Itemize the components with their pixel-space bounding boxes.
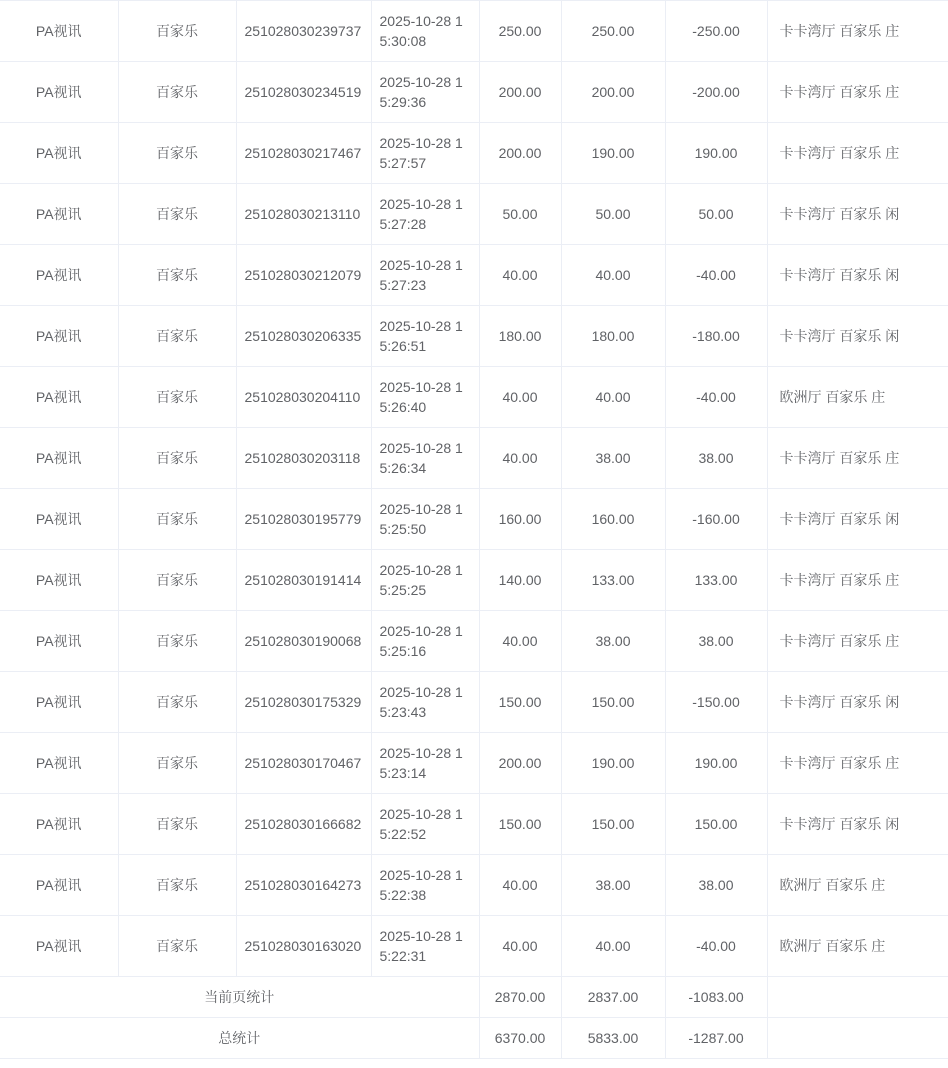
cell-detail: 欧洲厅 百家乐 庄: [767, 855, 948, 916]
cell-game: 百家乐: [118, 672, 236, 733]
cell-order-number: 251028030212079: [236, 245, 371, 306]
summary-bet-amount: 6370.00: [479, 1018, 561, 1059]
cell-win-loss: 150.00: [665, 794, 767, 855]
summary-win-loss: -1287.00: [665, 1018, 767, 1059]
cell-win-loss: -40.00: [665, 367, 767, 428]
table-body: [0, 1, 948, 1059]
summary-win-loss: -1083.00: [665, 977, 767, 1018]
cell-valid-bet: 40.00: [561, 916, 665, 977]
cell-platform: PA视讯: [0, 916, 118, 977]
cell-bet-amount: 50.00: [479, 184, 561, 245]
cell-game: 百家乐: [118, 306, 236, 367]
cell-valid-bet: 38.00: [561, 611, 665, 672]
cell-platform: PA视讯: [0, 184, 118, 245]
cell-bet-amount: 40.00: [479, 245, 561, 306]
cell-order-number: 251028030175329: [236, 672, 371, 733]
table-row[interactable]: [0, 489, 948, 550]
cell-order-number: 251028030213110: [236, 184, 371, 245]
cell-valid-bet: 133.00: [561, 550, 665, 611]
cell-game: 百家乐: [118, 245, 236, 306]
cell-time: 2025-10-28 15:26:40: [371, 367, 479, 428]
cell-valid-bet: 200.00: [561, 62, 665, 123]
cell-time: 2025-10-28 15:30:08: [371, 1, 479, 62]
cell-platform: PA视讯: [0, 733, 118, 794]
cell-time: 2025-10-28 15:25:16: [371, 611, 479, 672]
table-row[interactable]: [0, 916, 948, 977]
cell-time: 2025-10-28 15:22:38: [371, 855, 479, 916]
cell-valid-bet: 190.00: [561, 733, 665, 794]
cell-detail: 欧洲厅 百家乐 庄: [767, 367, 948, 428]
summary-label: 当前页统计: [0, 977, 479, 1018]
cell-bet-amount: 200.00: [479, 733, 561, 794]
cell-bet-amount: 40.00: [479, 367, 561, 428]
table-row[interactable]: [0, 1, 948, 62]
table-row[interactable]: [0, 184, 948, 245]
cell-win-loss: -180.00: [665, 306, 767, 367]
cell-detail: 卡卡湾厅 百家乐 闲: [767, 672, 948, 733]
cell-bet-amount: 140.00: [479, 550, 561, 611]
cell-valid-bet: 250.00: [561, 1, 665, 62]
cell-game: 百家乐: [118, 855, 236, 916]
table-row[interactable]: [0, 62, 948, 123]
cell-time: 2025-10-28 15:27:57: [371, 123, 479, 184]
cell-order-number: 251028030203118: [236, 428, 371, 489]
cell-order-number: 251028030191414: [236, 550, 371, 611]
cell-order-number: 251028030234519: [236, 62, 371, 123]
cell-order-number: 251028030190068: [236, 611, 371, 672]
cell-order-number: 251028030164273: [236, 855, 371, 916]
cell-time: 2025-10-28 15:26:34: [371, 428, 479, 489]
table-row[interactable]: [0, 306, 948, 367]
cell-bet-amount: 250.00: [479, 1, 561, 62]
cell-order-number: 251028030217467: [236, 123, 371, 184]
cell-detail: 欧洲厅 百家乐 庄: [767, 916, 948, 977]
table-row[interactable]: [0, 123, 948, 184]
cell-win-loss: 38.00: [665, 611, 767, 672]
cell-time: 2025-10-28 15:23:14: [371, 733, 479, 794]
cell-platform: PA视讯: [0, 62, 118, 123]
cell-bet-amount: 150.00: [479, 672, 561, 733]
cell-valid-bet: 40.00: [561, 245, 665, 306]
cell-game: 百家乐: [118, 794, 236, 855]
cell-detail: 卡卡湾厅 百家乐 庄: [767, 428, 948, 489]
table-row[interactable]: [0, 550, 948, 611]
cell-platform: PA视讯: [0, 672, 118, 733]
cell-game: 百家乐: [118, 916, 236, 977]
cell-game: 百家乐: [118, 62, 236, 123]
cell-platform: PA视讯: [0, 550, 118, 611]
cell-game: 百家乐: [118, 733, 236, 794]
cell-platform: PA视讯: [0, 123, 118, 184]
cell-detail: 卡卡湾厅 百家乐 庄: [767, 1, 948, 62]
cell-bet-amount: 200.00: [479, 123, 561, 184]
summary-detail-blank: [767, 977, 948, 1018]
cell-platform: PA视讯: [0, 489, 118, 550]
cell-bet-amount: 160.00: [479, 489, 561, 550]
cell-order-number: 251028030206335: [236, 306, 371, 367]
cell-detail: 卡卡湾厅 百家乐 闲: [767, 306, 948, 367]
cell-time: 2025-10-28 15:23:43: [371, 672, 479, 733]
cell-platform: PA视讯: [0, 611, 118, 672]
cell-valid-bet: 150.00: [561, 672, 665, 733]
table-row[interactable]: [0, 794, 948, 855]
cell-bet-amount: 200.00: [479, 62, 561, 123]
cell-game: 百家乐: [118, 123, 236, 184]
cell-bet-amount: 40.00: [479, 916, 561, 977]
summary-label: 总统计: [0, 1018, 479, 1059]
cell-detail: 卡卡湾厅 百家乐 庄: [767, 62, 948, 123]
cell-time: 2025-10-28 15:27:28: [371, 184, 479, 245]
cell-valid-bet: 180.00: [561, 306, 665, 367]
cell-valid-bet: 160.00: [561, 489, 665, 550]
cell-order-number: 251028030195779: [236, 489, 371, 550]
cell-valid-bet: 38.00: [561, 428, 665, 489]
cell-platform: PA视讯: [0, 245, 118, 306]
cell-platform: PA视讯: [0, 428, 118, 489]
cell-time: 2025-10-28 15:25:25: [371, 550, 479, 611]
cell-game: 百家乐: [118, 1, 236, 62]
summary-row: [0, 977, 948, 1018]
summary-detail-blank: [767, 1018, 948, 1059]
cell-detail: 卡卡湾厅 百家乐 闲: [767, 245, 948, 306]
cell-win-loss: 133.00: [665, 550, 767, 611]
cell-valid-bet: 38.00: [561, 855, 665, 916]
cell-time: 2025-10-28 15:22:52: [371, 794, 479, 855]
cell-bet-amount: 40.00: [479, 611, 561, 672]
cell-win-loss: 38.00: [665, 855, 767, 916]
cell-game: 百家乐: [118, 367, 236, 428]
table-row[interactable]: [0, 367, 948, 428]
cell-game: 百家乐: [118, 184, 236, 245]
cell-valid-bet: 40.00: [561, 367, 665, 428]
cell-platform: PA视讯: [0, 306, 118, 367]
cell-valid-bet: 190.00: [561, 123, 665, 184]
cell-time: 2025-10-28 15:29:36: [371, 62, 479, 123]
cell-detail: 卡卡湾厅 百家乐 庄: [767, 733, 948, 794]
cell-time: 2025-10-28 15:26:51: [371, 306, 479, 367]
cell-order-number: 251028030163020: [236, 916, 371, 977]
cell-time: 2025-10-28 15:22:31: [371, 916, 479, 977]
cell-win-loss: -250.00: [665, 1, 767, 62]
cell-win-loss: -200.00: [665, 62, 767, 123]
cell-game: 百家乐: [118, 489, 236, 550]
cell-platform: PA视讯: [0, 794, 118, 855]
summary-valid-bet: 2837.00: [561, 977, 665, 1018]
cell-platform: PA视讯: [0, 855, 118, 916]
table-row[interactable]: [0, 672, 948, 733]
table-row[interactable]: [0, 428, 948, 489]
cell-platform: PA视讯: [0, 367, 118, 428]
cell-platform: PA视讯: [0, 1, 118, 62]
table-row[interactable]: [0, 733, 948, 794]
cell-bet-amount: 150.00: [479, 794, 561, 855]
cell-bet-amount: 180.00: [479, 306, 561, 367]
cell-time: 2025-10-28 15:27:23: [371, 245, 479, 306]
cell-order-number: 251028030170467: [236, 733, 371, 794]
cell-detail: 卡卡湾厅 百家乐 庄: [767, 611, 948, 672]
cell-game: 百家乐: [118, 428, 236, 489]
cell-bet-amount: 40.00: [479, 855, 561, 916]
cell-win-loss: 38.00: [665, 428, 767, 489]
cell-win-loss: 50.00: [665, 184, 767, 245]
summary-row: [0, 1018, 948, 1059]
summary-valid-bet: 5833.00: [561, 1018, 665, 1059]
cell-win-loss: 190.00: [665, 123, 767, 184]
cell-win-loss: -40.00: [665, 245, 767, 306]
table-row[interactable]: [0, 611, 948, 672]
cell-detail: 卡卡湾厅 百家乐 庄: [767, 550, 948, 611]
cell-valid-bet: 150.00: [561, 794, 665, 855]
cell-game: 百家乐: [118, 611, 236, 672]
summary-bet-amount: 2870.00: [479, 977, 561, 1018]
cell-detail: 卡卡湾厅 百家乐 闲: [767, 184, 948, 245]
cell-game: 百家乐: [118, 550, 236, 611]
cell-detail: 卡卡湾厅 百家乐 闲: [767, 489, 948, 550]
cell-detail: 卡卡湾厅 百家乐 闲: [767, 794, 948, 855]
cell-win-loss: -160.00: [665, 489, 767, 550]
cell-order-number: 251028030166682: [236, 794, 371, 855]
cell-win-loss: -40.00: [665, 916, 767, 977]
cell-win-loss: 190.00: [665, 733, 767, 794]
cell-time: 2025-10-28 15:25:50: [371, 489, 479, 550]
cell-win-loss: -150.00: [665, 672, 767, 733]
cell-detail: 卡卡湾厅 百家乐 庄: [767, 123, 948, 184]
cell-order-number: 251028030239737: [236, 1, 371, 62]
cell-order-number: 251028030204110: [236, 367, 371, 428]
cell-bet-amount: 40.00: [479, 428, 561, 489]
cell-valid-bet: 50.00: [561, 184, 665, 245]
table-row[interactable]: [0, 855, 948, 916]
table-row[interactable]: [0, 245, 948, 306]
